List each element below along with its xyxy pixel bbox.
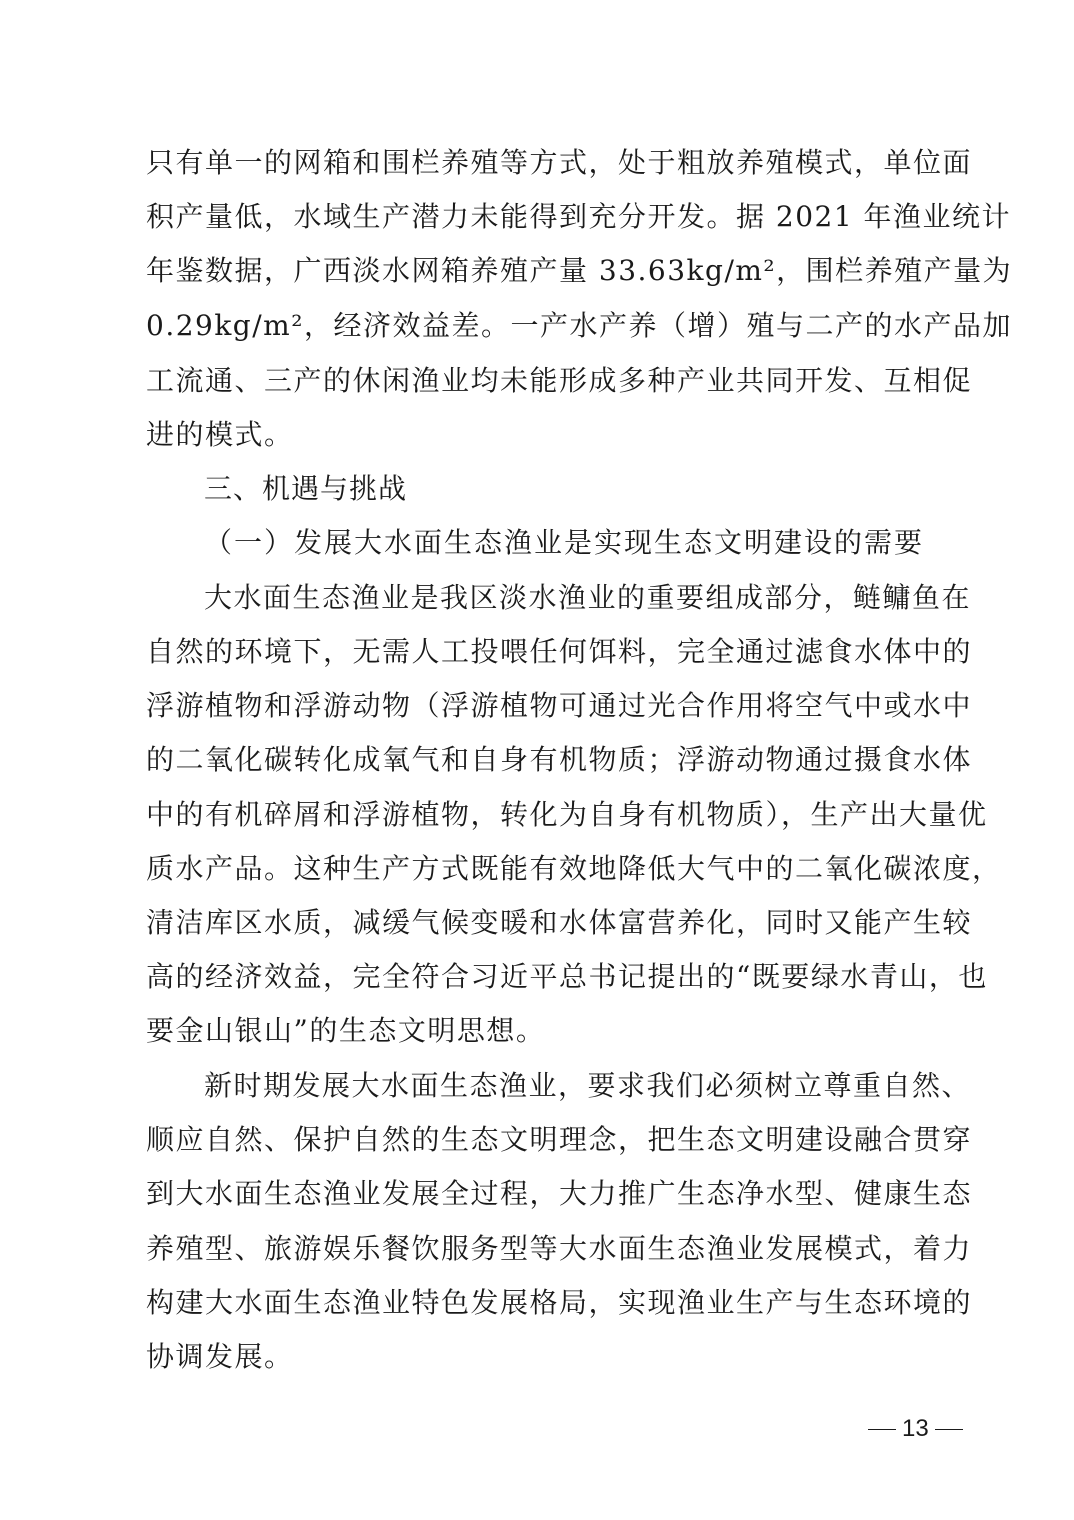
- paragraph-line: 清洁库区水质，减缓气候变暖和水体富营养化，同时又能产生较: [146, 906, 973, 939]
- paragraph-line: 0.29kg/m²，经济效益差。一产水产养（增）殖与二产的水产品加: [146, 309, 1012, 342]
- paragraph-line: 养殖型、旅游娱乐餐饮服务型等大水面生态渔业发展模式，着力: [146, 1232, 973, 1265]
- paragraph-line: 质水产品。这种生产方式既能有效地降低大气中的二氧化碳浓度，: [146, 852, 1002, 885]
- subsection-heading: （一）发展大水面生态渔业是实现生态文明建设的需要: [204, 526, 925, 559]
- paragraph-line: 自然的环境下，无需人工投喂任何饵料，完全通过滤食水体中的: [146, 635, 973, 668]
- paragraph-line: 构建大水面生态渔业特色发展格局，实现渔业生产与生态环境的: [146, 1286, 973, 1319]
- section-heading: 三、机遇与挑战: [204, 472, 408, 505]
- paragraph-line: 浮游植物和浮游动物（浮游植物可通过光合作用将空气中或水中: [146, 689, 973, 722]
- dash-left: [868, 1429, 896, 1430]
- paragraph-line: 协调发展。: [146, 1340, 294, 1373]
- paragraph-line: 要金山银山”的生态文明思想。: [146, 1014, 546, 1047]
- paragraph-line: 年鉴数据，广西淡水网箱养殖产量 33.63kg/m²，围栏养殖产量为: [146, 254, 1013, 287]
- paragraph-line: 只有单一的网箱和围栏养殖等方式，处于粗放养殖模式，单位面: [146, 146, 973, 179]
- paragraph-line: 顺应自然、保护自然的生态文明理念，把生态文明建设融合贯穿: [146, 1123, 973, 1156]
- dash-right: [935, 1429, 963, 1430]
- paragraph-line: 新时期发展大水面生态渔业，要求我们必须树立尊重自然、: [204, 1069, 972, 1102]
- paragraph-line: 到大水面生态渔业发展全过程，大力推广生态净水型、健康生态: [146, 1177, 973, 1210]
- page-number: 13: [902, 1415, 929, 1442]
- paragraph-line: 的二氧化碳转化成氧气和自身有机物质；浮游动物通过摄食水体: [146, 743, 973, 776]
- page-number-footer: [862, 1414, 969, 1444]
- paragraph-line: 工流通、三产的休闲渔业均未能形成多种产业共同开发、互相促: [146, 364, 973, 397]
- paragraph-line: 中的有机碎屑和浮游植物，转化为自身有机物质），生产出大量优: [146, 798, 988, 831]
- paragraph-line: 高的经济效益，完全符合习近平总书记提出的“既要绿水青山，也: [146, 960, 988, 993]
- paragraph-line: 进的模式。: [146, 418, 294, 451]
- paragraph-line: 积产量低，水域生产潜力未能得到充分开发。据 2021 年渔业统计: [146, 200, 1012, 233]
- paragraph-line: 大水面生态渔业是我区淡水渔业的重要组成部分，鲢鳙鱼在: [204, 581, 972, 614]
